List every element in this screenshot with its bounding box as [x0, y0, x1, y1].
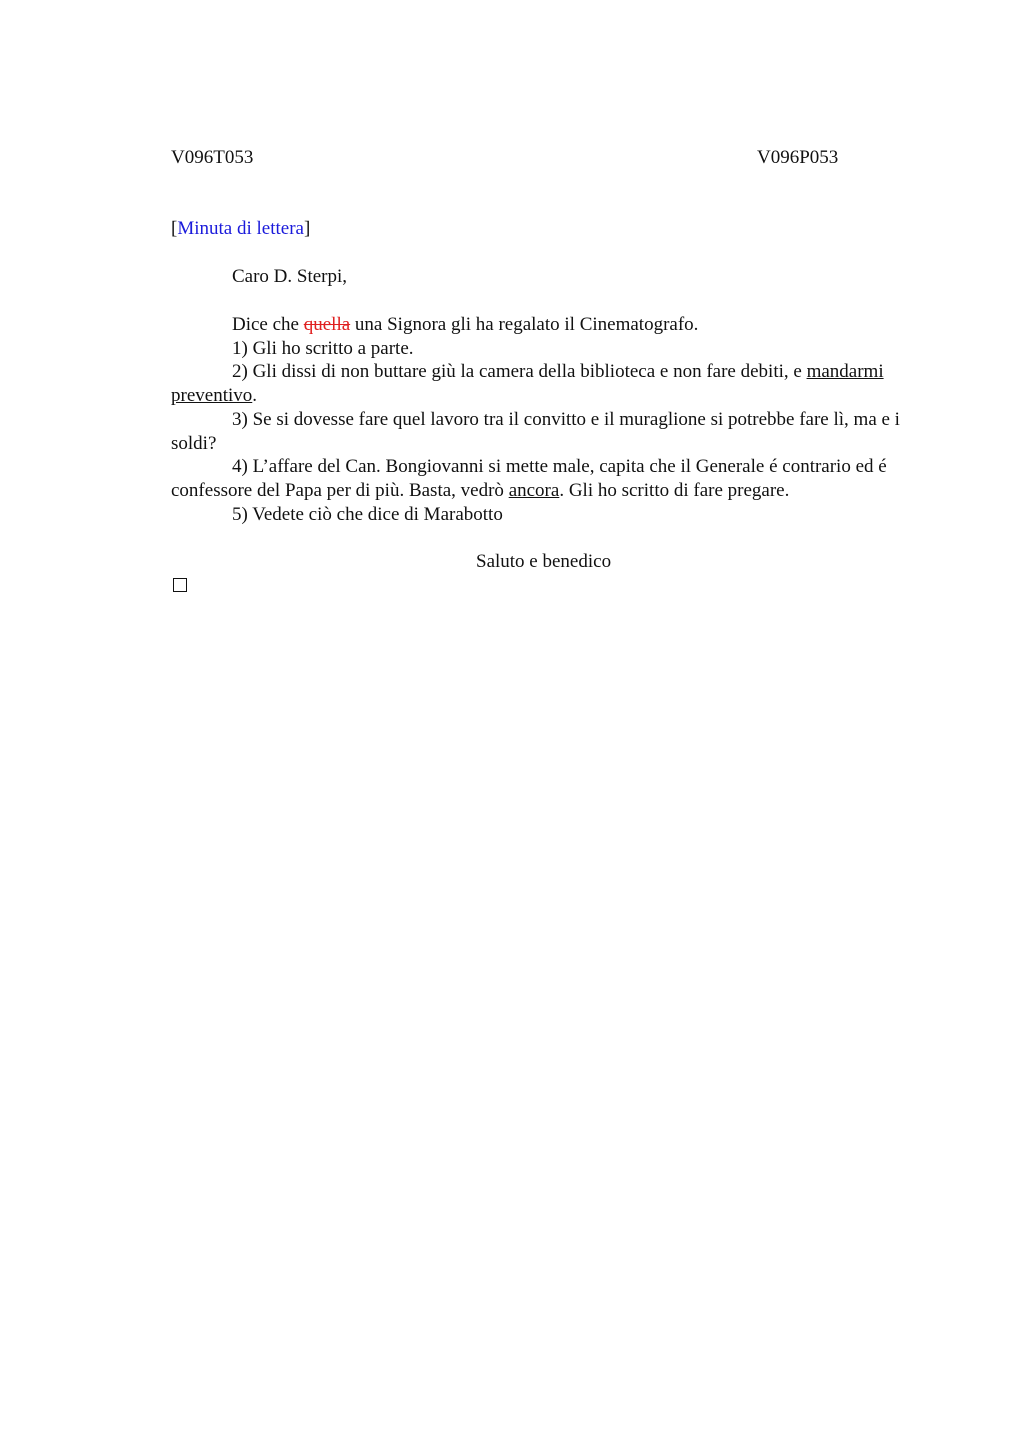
heading-title: Minuta di lettera — [177, 218, 304, 239]
letter-item-4 — [171, 455, 911, 502]
item4-text: 4) L’affare del Can. Bongiovanni si mette male, capita che il Generale é contrario ed é confessore del Papa per di più. Basta, vedrò — [171, 456, 887, 501]
letter-intro — [171, 313, 911, 337]
letter-item-2 — [171, 360, 911, 407]
document-code-left: V096T053 — [171, 147, 254, 168]
intro-text-after: una Signora gli ha regalato il Cinematografo. — [350, 314, 699, 335]
item4-underlined-word: ancora — [508, 479, 560, 501]
letter-heading — [171, 218, 310, 240]
letter-closing: Saluto e benedico — [476, 551, 612, 572]
document-code-right: V096P053 — [757, 147, 839, 168]
item2-underlined-word-2: preventivo — [171, 385, 253, 407]
item2-text: 2) Gli dissi di non buttare giù la camera della biblioteca e non fare debiti, e — [232, 361, 807, 383]
item2-end: . — [252, 385, 258, 407]
intro-text-before: Dice che — [232, 314, 304, 335]
letter-item-3: 3) Se si dovesse fare quel lavoro tra il convitto e il muraglione si potrebbe fare lì, ma e i soldi? — [171, 408, 900, 454]
heading-open-bracket: [ — [171, 218, 178, 239]
item4-end: . Gli ho scritto di fare pregare. — [559, 479, 790, 501]
intro-struck-word: quella — [303, 314, 351, 335]
letter-item-1: 1) Gli ho scritto a parte. — [232, 337, 414, 359]
item2-underlined-word-1: mandarmi — [806, 361, 884, 383]
letter-item-5: 5) Vedete ciò che dice di Marabotto — [232, 503, 503, 525]
letter-body — [171, 313, 911, 526]
heading-close-bracket: ] — [303, 218, 311, 239]
checkbox-square-icon — [173, 578, 187, 592]
letter-salutation: Caro D. Sterpi, — [232, 266, 348, 287]
